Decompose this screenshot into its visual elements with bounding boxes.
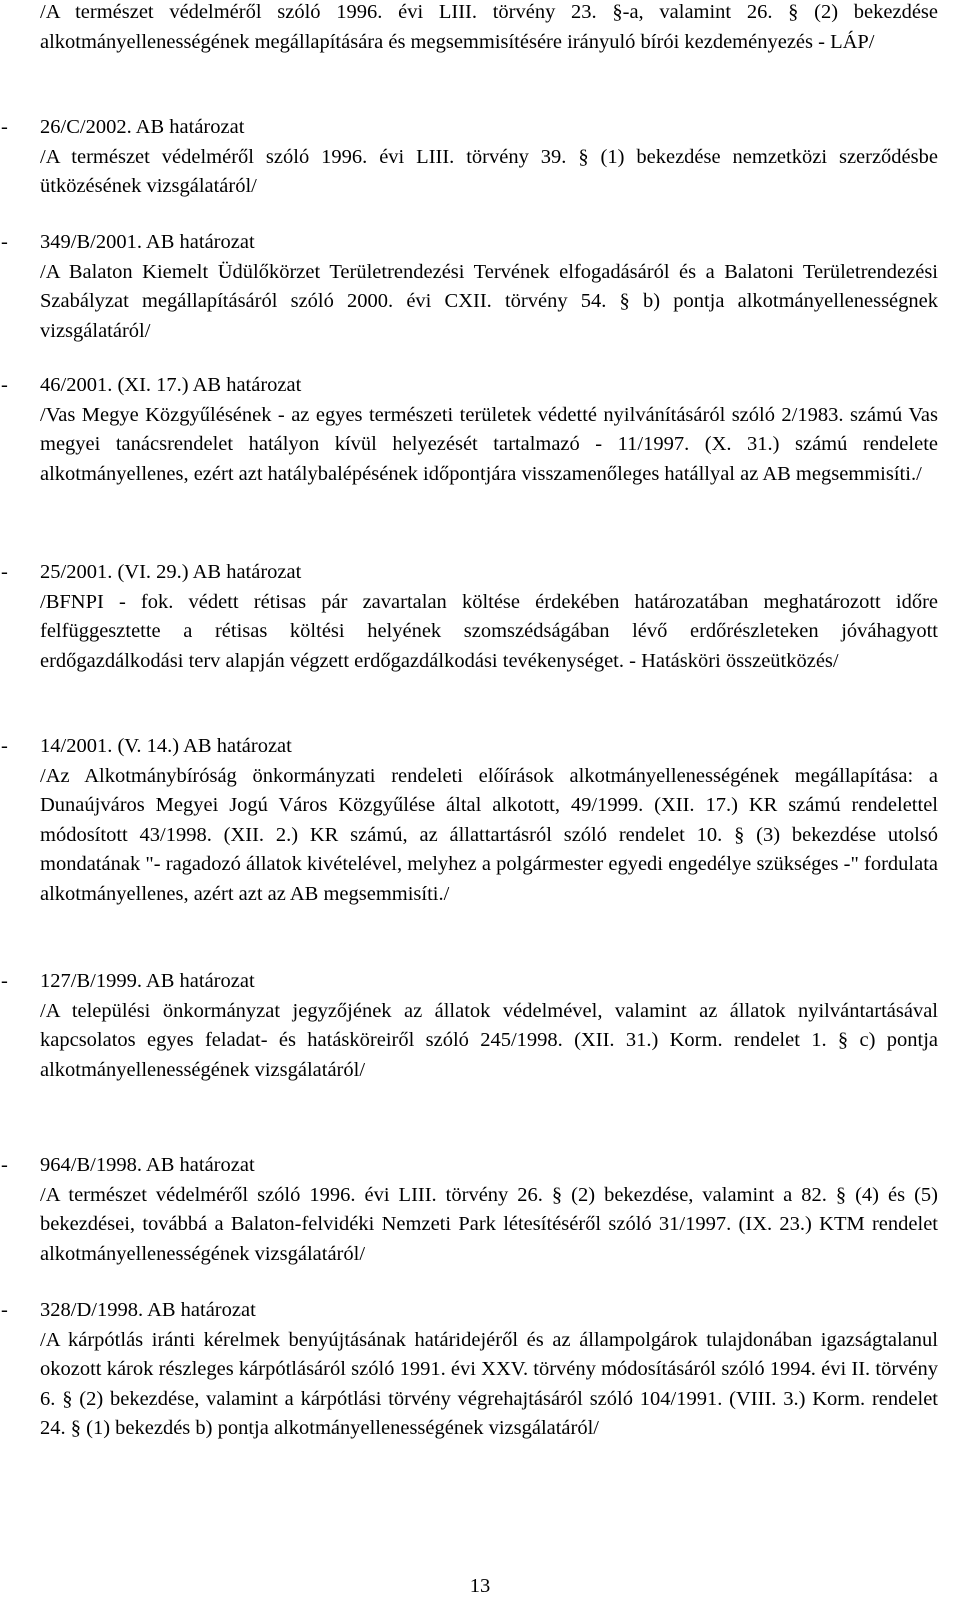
list-bullet: - <box>1 735 8 757</box>
decision-description: /A települési önkormányzat jegyzőjének az állatok védelmével, valamint az állatok nyilvántartásával kapcsolatos egyes feladat- és hatásköreiről szóló 245/1998. (XII. 31.) Korm. rendelet 1. § c) pontja alkotmányellenességének vizsgálatáról/ <box>40 999 938 1081</box>
decision-description: /A természet védelméről szóló 1996. évi LIII. törvény 39. § (1) bekezdése nemzetközi szerződésbe ütközésének vizsgálatáról/ <box>40 145 938 198</box>
decision-heading: 46/2001. (XI. 17.) AB határozat <box>40 374 302 396</box>
list-bullet: - <box>1 1299 8 1321</box>
decision-description: /A Balaton Kiemelt Üdülőkörzet Területrendezési Tervének elfogadásáról és a Balatoni Területrendezési Szabályzat megállapításáról szóló 2000. évi CXII. törvény 54. § b) pontja alkotmányellenességnek vizsgálatáról/ <box>40 260 938 342</box>
decision-heading: 25/2001. (VI. 29.) AB határozat <box>40 561 302 583</box>
list-bullet: - <box>1 1154 8 1176</box>
list-bullet: - <box>1 561 8 583</box>
decision-heading: 328/D/1998. AB határozat <box>40 1299 256 1321</box>
list-bullet: - <box>1 374 8 396</box>
intro-paragraph: /A természet védelméről szóló 1996. évi LIII. törvény 23. §-a, valamint 26. § (2) bekezdése alkotmányellenességének megállapítására és megsemmisítésére irányuló bírói kezdeményezés - LÁP/ <box>40 1 938 53</box>
page-number: 13 <box>469 1575 491 1597</box>
decision-description: /A természet védelméről szóló 1996. évi LIII. törvény 26. § (2) bekezdése, valamint a 82. § (4) és (5) bekezdései, továbbá a Balaton-felvidéki Nemzeti Park létesítéséről szóló 31/1997. (IX. 23.) KTM rendelet alkotmányellenességének vizsgálatáról/ <box>40 1183 938 1265</box>
decision-description: /Az Alkotmánybíróság önkormányzati rendeleti előírások alkotmányellenességének megállapítása: a Dunaújváros Megyei Jogú Város Közgyűlése által alkotott, 49/1999. (XII. 17.) KR számú rendelettel módosított 43/1998. (XII. 2.) KR számú, az állattartásról szóló rendelet 10. § (3) bekezdése utolsó mondatának "- ragadozó állatok kivételével, melyhez a polgármester egyedi engedélye szükséges -" fordulata alkotmányellenes, azért azt az AB megsemmisíti./ <box>40 764 938 905</box>
list-bullet: - <box>1 970 8 992</box>
decision-heading: 964/B/1998. AB határozat <box>40 1154 255 1176</box>
decision-description: /Vas Megye Közgyűlésének - az egyes természeti területek védetté nyilvánításáról szóló 2/1983. számú Vas megyei tanácsrendelet hatályon kívül helyezését tartalmazó - 11/1997. (X. 31.) számú rendelete alkotmányellenes, ezért azt hatálybalépésének időpontjára visszamenőleges hatállyal az AB megsemmisíti./ <box>40 403 938 485</box>
list-bullet: - <box>1 116 8 138</box>
list-bullet: - <box>1 231 8 253</box>
decision-heading: 127/B/1999. AB határozat <box>40 970 255 992</box>
decision-description: /A kárpótlás iránti kérelmek benyújtásának határidejéről és az állampolgárok tulajdonában igazságtalanul okozott károk részleges kárpótlásáról szóló 1991. évi XXV. törvény módosításáról szóló 1994. évi II. törvény 6. § (2) bekezdése, valamint a kárpótlási törvény végrehajtásáról szóló 104/1991. (VIII. 3.) Korm. rendelet 24. § (1) bekezdés b) pontja alkotmányellenességének vizsgálatáról/ <box>40 1328 938 1440</box>
decision-heading: 349/B/2001. AB határozat <box>40 231 255 253</box>
decision-heading: 26/C/2002. AB határozat <box>40 116 245 138</box>
decision-description: /BFNPI - fok. védett rétisas pár zavartalan költése érdekében határozatában meghatározott időre felfüggesztette a rétisas költési helyének szomszédságában lévő erdőrészleteken jóváhagyott erdőgazdálkodási terv alapján végzett erdőgazdálkodási tevékenységet. - Hatásköri összeütközés/ <box>40 590 938 672</box>
decision-heading: 14/2001. (V. 14.) AB határozat <box>40 735 292 757</box>
